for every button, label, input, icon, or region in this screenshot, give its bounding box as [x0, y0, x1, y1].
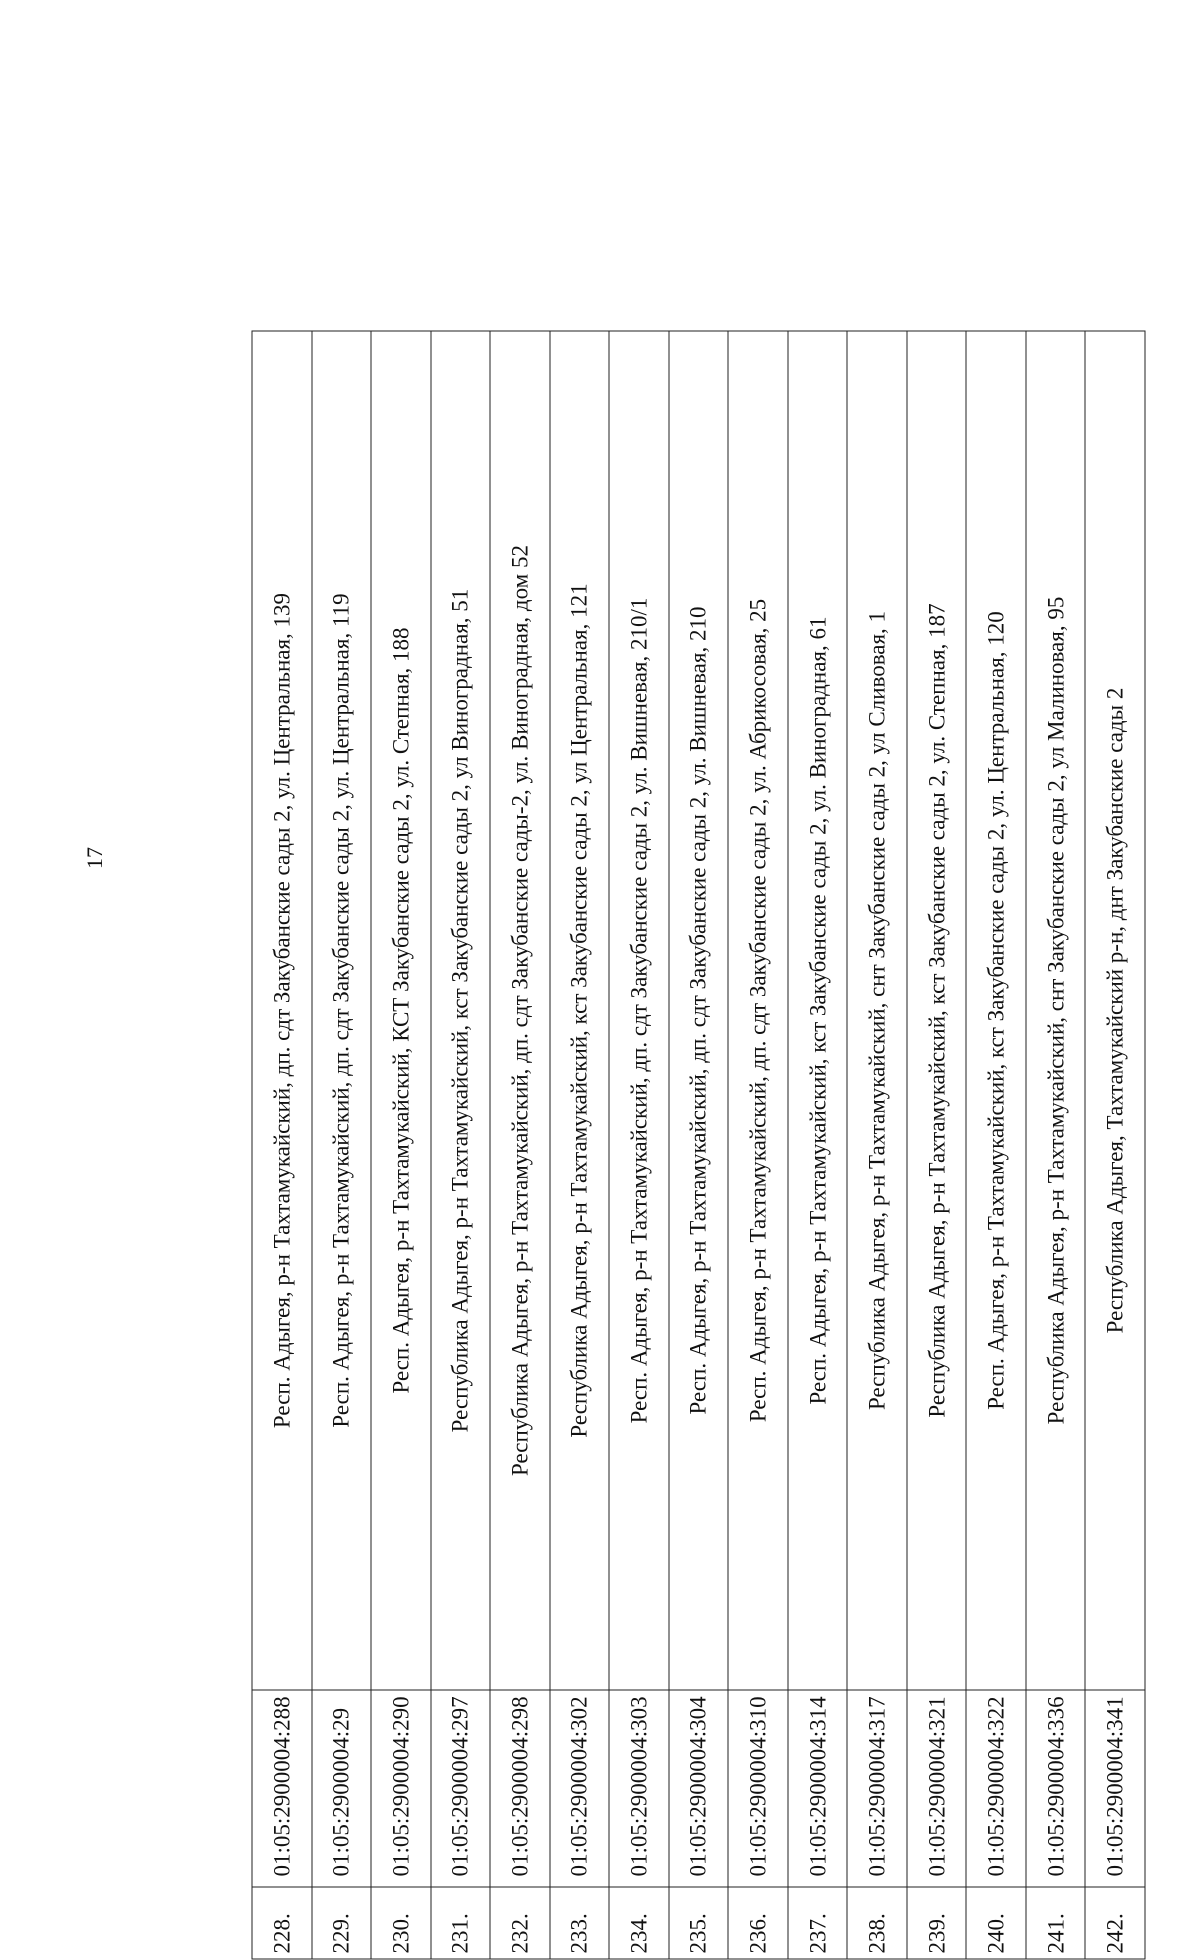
row-number: 240. [966, 1887, 1026, 1959]
table-row [312, 331, 372, 1959]
row-number: 241. [1026, 1887, 1086, 1959]
row-number: 237. [788, 1887, 848, 1959]
cadastral-table [252, 331, 1146, 1960]
row-number: 235. [669, 1887, 729, 1959]
table-row [431, 331, 491, 1959]
row-number: 236. [728, 1887, 788, 1959]
address-cell: Респ. Адыгея, р-н Тахтамукайский, дп. сдт Закубанские сады 2, ул. Вишневая, 210 [669, 331, 729, 1690]
row-number: 231. [431, 1887, 491, 1959]
address-cell: Республика Адыгея, р-н Тахтамукайский, кст Закубанские сады 2, ул. Степная, 187 [907, 331, 967, 1690]
table-body [252, 331, 1145, 1959]
cadastral-number: 01:05:2900004:341 [1085, 1690, 1145, 1887]
address-cell: Республика Адыгея, р-н Тахтамукайский, кст Закубанские сады 2, ул Виноградная, 51 [431, 331, 491, 1690]
cadastral-number: 01:05:2900004:336 [1026, 1690, 1086, 1887]
row-number: 238. [847, 1887, 907, 1959]
cadastral-number: 01:05:2900004:298 [490, 1690, 550, 1887]
row-number: 239. [907, 1887, 967, 1959]
cadastral-number: 01:05:2900004:290 [371, 1690, 431, 1887]
cadastral-number: 01:05:2900004:303 [609, 1690, 669, 1887]
cadastral-number: 01:05:2900004:310 [728, 1690, 788, 1887]
table-row [966, 331, 1026, 1959]
row-number: 242. [1085, 1887, 1145, 1959]
table-row [371, 331, 431, 1959]
table-row [1085, 331, 1145, 1959]
page-number: 17 [82, 847, 107, 869]
table-row [788, 331, 848, 1959]
cadastral-number: 01:05:2900004:321 [907, 1690, 967, 1887]
cadastral-number: 01:05:2900004:297 [431, 1690, 491, 1887]
table-row [1026, 331, 1086, 1959]
cadastral-number: 01:05:2900004:288 [252, 1690, 312, 1887]
cadastral-number: 01:05:2900004:322 [966, 1690, 1026, 1887]
address-cell: Респ. Адыгея, р-н Тахтамукайский, кст Закубанские сады 2, ул. Центральная, 120 [966, 331, 1026, 1690]
address-cell: Респ. Адыгея, р-н Тахтамукайский, дп. сдт Закубанские сады 2, ул. Центральная, 119 [312, 331, 372, 1690]
table-row [847, 331, 907, 1959]
row-number: 230. [371, 1887, 431, 1959]
table-row [490, 331, 550, 1959]
row-number: 234. [609, 1887, 669, 1959]
address-cell: Респ. Адыгея, р-н Тахтамукайский, дп. сдт Закубанские сады 2, ул. Абрикосовая, 25 [728, 331, 788, 1690]
cadastral-number: 01:05:2900004:29 [312, 1690, 372, 1887]
row-number: 229. [312, 1887, 372, 1959]
row-number: 233. [550, 1887, 610, 1959]
address-cell: Республика Адыгея, р-н Тахтамукайский, снт Закубанские сады 2, ул Малиновая, 95 [1026, 331, 1086, 1690]
row-number: 228. [252, 1887, 312, 1959]
address-cell: Республика Адыгея, р-н Тахтамукайский, снт Закубанские сады 2, ул Сливовая, 1 [847, 331, 907, 1690]
cadastral-number: 01:05:2900004:302 [550, 1690, 610, 1887]
address-cell: Республика Адыгея, р-н Тахтамукайский, дп. сдт Закубанские сады-2, ул. Виноградная, дом 52 [490, 331, 550, 1690]
table-row [728, 331, 788, 1959]
row-number: 232. [490, 1887, 550, 1959]
cadastral-number: 01:05:2900004:314 [788, 1690, 848, 1887]
address-cell: Республика Адыгея, р-н Тахтамукайский, кст Закубанские сады 2, ул Центральная, 121 [550, 331, 610, 1690]
address-cell: Республика Адыгея, Тахтамукайский р-н, днт Закубанские сады 2 [1085, 331, 1145, 1690]
address-cell: Респ. Адыгея, р-н Тахтамукайский, КСТ Закубанские сады 2, ул. Степная, 188 [371, 331, 431, 1690]
table-row [550, 331, 610, 1959]
table-row [907, 331, 967, 1959]
address-cell: Респ. Адыгея, р-н Тахтамукайский, дп. сдт Закубанские сады 2, ул. Вишневая, 210/1 [609, 331, 669, 1690]
table-row [252, 331, 312, 1959]
cadastral-number: 01:05:2900004:317 [847, 1690, 907, 1887]
address-cell: Респ. Адыгея, р-н Тахтамукайский, кст Закубанские сады 2, ул. Виноградная, 61 [788, 331, 848, 1690]
table-row [669, 331, 729, 1959]
cadastral-number: 01:05:2900004:304 [669, 1690, 729, 1887]
table-row [609, 331, 669, 1959]
address-cell: Респ. Адыгея, р-н Тахтамукайский, дп. сдт Закубанские сады 2, ул. Центральная, 139 [252, 331, 312, 1690]
